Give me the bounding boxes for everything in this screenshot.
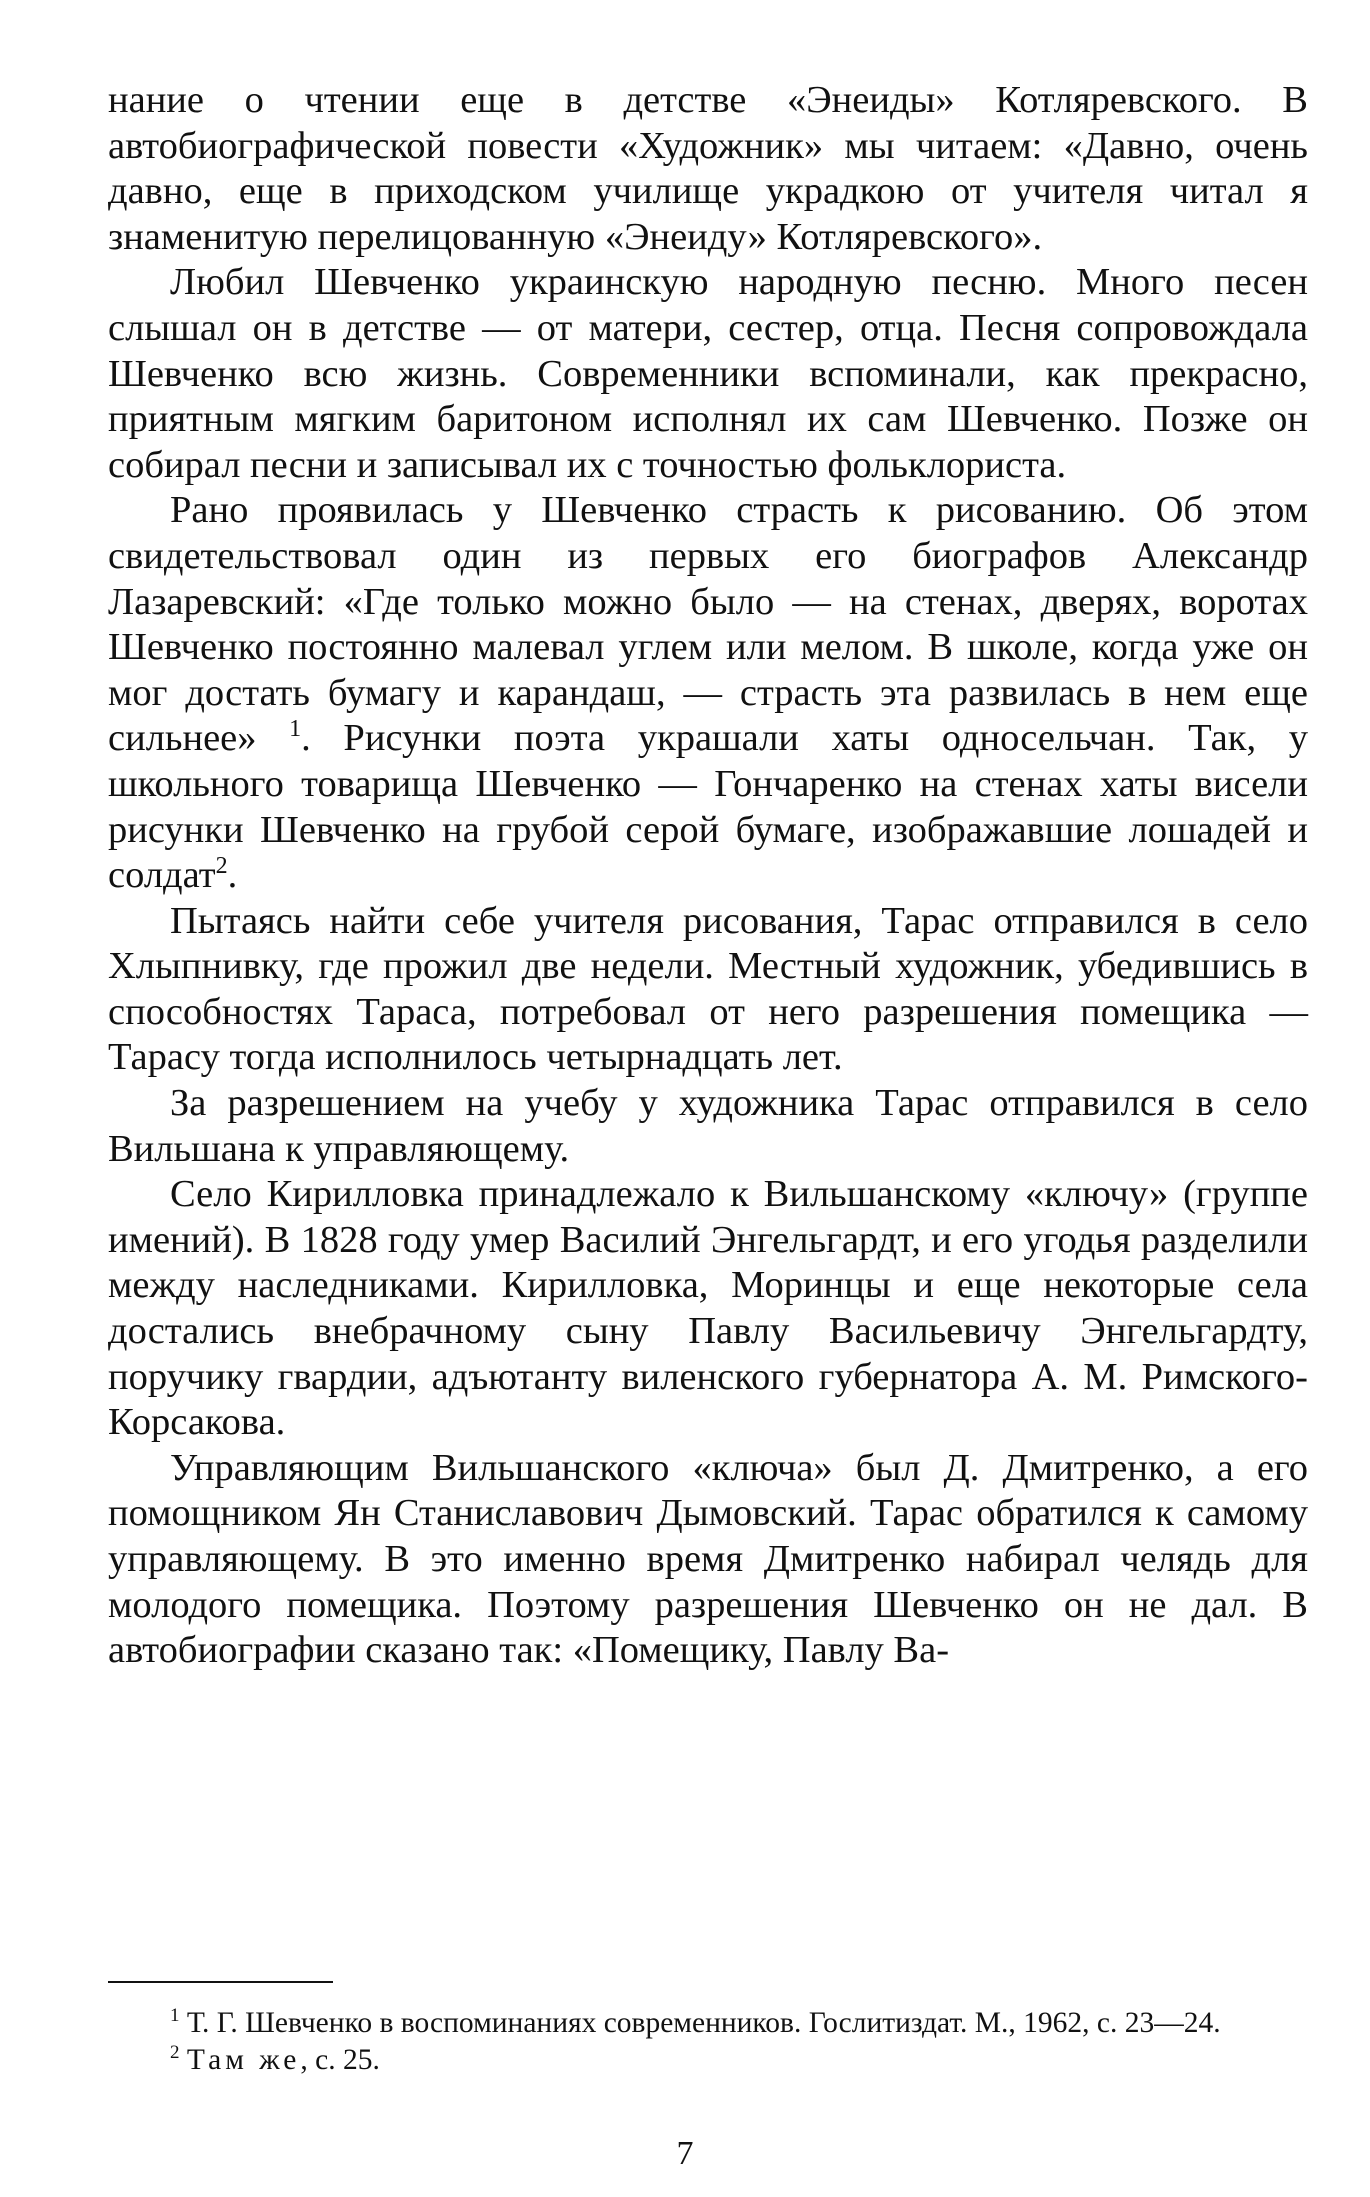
paragraph-5: За разрешением на учебу у художника Тарас отправился в село Вильшана к управляющему. (108, 1082, 1308, 1170)
paragraph-3-text-after: . (227, 854, 238, 897)
footnote-marker-1: 1 (170, 2005, 180, 2027)
footnote-ref-2: 2 (215, 853, 228, 880)
footnote-1-text: Т. Г. Шевченко в воспоминаниях современников. Гослитиздат. М., 1962, с. 23—24. (186, 2007, 1221, 2039)
footnote-2-spaced-text: Там же (186, 2044, 301, 2076)
footnote-divider (108, 1981, 333, 1983)
paragraph-3-text-before: Рано проявилась у Шевченко страсть к рисованию. Об этом свидетельствовал один из первых его биографов Александр Лазаревский: «Где только можно было — на стенах, дверях, воротах Шевченко постоянно малевал углем или мелом. В школе, когда уже он мог достать бумагу и карандаш, — страсть эта развилась в нем еще сильнее» (108, 489, 1308, 760)
paragraph-2: Любил Шевченко украинскую народную песню. Много песен слышал он в детстве — от матери, сестер, отца. Песня сопровождала Шевченко всю жизнь. Современники вспоминали, как прекрасно, приятным мягким баритоном исполнял их сам Шевченко. Позже он собирал песни и записывал их с точностью фольклориста. (108, 261, 1308, 486)
footnote-marker-2: 2 (170, 2042, 180, 2064)
page-number: 7 (676, 2135, 694, 2172)
footnote-ref-1: 1 (289, 716, 302, 743)
footnote-1 (108, 2005, 1308, 2042)
paragraph-3-text-middle: . Рисунки поэта украшали хаты односельчан. Так, у школьного товарища Шевченко — Гончаренко на стенах хаты висели рисунки Шевченко на грубой серой бумаге, изображавшие лошадей и солдат (108, 717, 1308, 897)
paragraph-6: Село Кирилловка принадлежало к Вильшанскому «ключу» (группе имений). В 1828 году умер Василий Энгельгардт, и его угодья разделили между наследниками. Кирилловка, Моринцы и еще некоторые села достались внебрачному сыну Павлу Васильевичу Энгельгардту, поручику гвардии, адъютанту виленского губернатора А. М. Римского-Корсакова. (108, 1173, 1308, 1444)
main-text (108, 78, 1308, 1674)
paragraph-7: Управляющим Вильшанского «ключа» был Д. Дмитренко, а его помощником Ян Станиславович Дымовский. Тарас обратился к самому управляющему. В это именно время Дмитренко набирал челядь для молодого помещика. Поэтому разрешения Шевченко он не дал. В автобиографии сказано так: «Помещику, Павлу Ва- (108, 1446, 1308, 1672)
footnote-2 (108, 2042, 1308, 2079)
paragraph-3 (108, 488, 1308, 898)
footnote-2-text: , с. 25. (300, 2044, 380, 2076)
paragraph-4: Пытаясь найти себе учителя рисования, Тарас отправился в село Хлыпнивку, где прожил две недели. Местный художник, убедившись в способностях Тараса, потребовал от него разрешения помещика — Тарасу тогда исполнилось четырнадцать лет. (108, 899, 1308, 1079)
footnotes (108, 2005, 1308, 2079)
paragraph-1: нание о чтении еще в детстве «Энеиды» Котляревского. В автобиографической повести «Художник» мы читаем: «Давно, очень давно, еще в приходском училище украдкою от учителя читал я знаменитую перелицованную «Энеиду» Котляревского». (108, 79, 1308, 258)
